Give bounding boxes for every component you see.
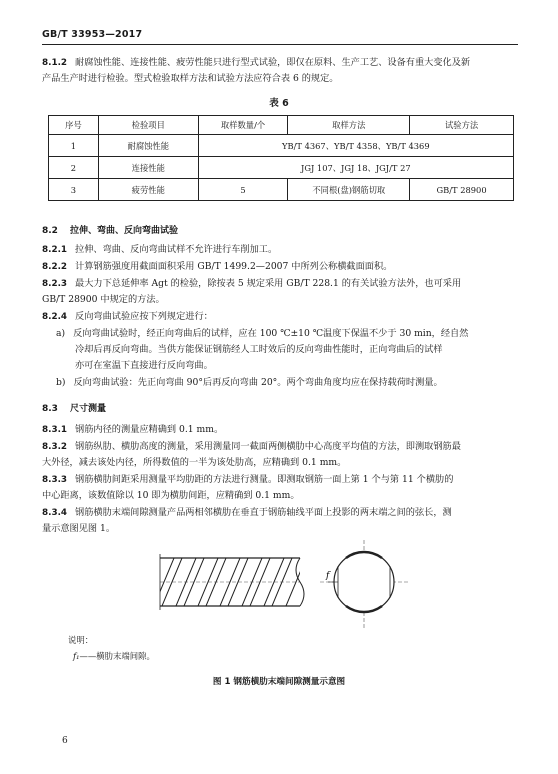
clause-number: 8.3.3 [42, 475, 68, 485]
col-header-no: 序号 [49, 116, 99, 135]
clause-text: 产品生产时进行检验。型式检验取样方法和试验方法应符合表 6 的规定。 [42, 73, 339, 84]
page-number: 6 [62, 736, 68, 746]
table-row [49, 179, 514, 201]
paragraph-8-3-3-cont [42, 488, 518, 504]
clause-number: 8.1.2 [42, 58, 68, 68]
clause-text: 钢筋纵肋、横肋高度的测量，采用测量同一截面两侧横肋中心高度平均值的方法，即测取钢筋最 [75, 441, 461, 452]
paragraph-8-2-1 [42, 242, 518, 258]
cell-merged-standards: YB/T 4367、YB/T 4358、YB/T 4369 [198, 135, 513, 157]
section-number: 8.3 [42, 404, 58, 414]
list-text: 冷却后再反向弯曲。当供方能保证钢筋经人工时效后的反向弯曲性能时，正向弯曲后的试样 [75, 344, 443, 355]
clause-text: 钢筋内径的测量应精确到 0.1 mm。 [75, 424, 224, 435]
figure-caption: 图 1 钢筋横肋末端间隙测量示意图 [212, 677, 346, 687]
paragraph-8-1-2 [42, 55, 518, 71]
cell-item: 连接性能 [98, 157, 198, 179]
table-row [49, 135, 514, 157]
figure-label-f: f [326, 571, 330, 581]
cell-no: 2 [49, 157, 99, 179]
col-header-test: 试验方法 [410, 116, 514, 135]
table-title: 表 6 [269, 98, 289, 109]
section-title: 拉伸、弯曲、反向弯曲试验 [69, 226, 178, 236]
section-number: 8.2 [42, 226, 58, 236]
cell-no: 3 [49, 179, 99, 201]
table-row [49, 157, 514, 179]
section-title: 尺寸测量 [69, 404, 106, 414]
paragraph-8-3-2 [42, 439, 518, 455]
clause-number: 8.2.4 [42, 312, 68, 322]
standard-code: GB/T 33953—2017 [42, 29, 143, 40]
rebar-cross-section [320, 540, 410, 628]
cell-item: 疲劳性能 [98, 179, 198, 201]
rebar-side-view [154, 554, 306, 610]
paragraph-8-2-2 [42, 259, 518, 275]
cell-no: 1 [49, 135, 99, 157]
paragraph-8-1-2-cont [42, 71, 518, 87]
figure-note-title: 说明： [68, 635, 94, 645]
clause-number: 8.3.1 [42, 425, 68, 435]
col-header-qty: 取样数量/个 [198, 116, 288, 135]
list-item-a-cont [75, 342, 518, 358]
clause-number: 8.2.3 [42, 279, 68, 289]
clause-text: 计算钢筋强度用截面面积采用 GB/T 1499.2—2007 中所列公称横截面面积。 [75, 261, 393, 272]
note-symbol: f₁ [73, 651, 80, 661]
col-header-method: 取样方法 [288, 116, 410, 135]
section-heading-8-3 [42, 401, 106, 414]
paragraph-8-3-4 [42, 505, 518, 521]
cell-method: 不同根(盘)钢筋切取 [288, 179, 410, 201]
header-rule [42, 44, 518, 45]
paragraph-8-3-2-cont [42, 455, 518, 471]
cell-qty: 5 [198, 179, 288, 201]
cell-merged-standards: JGJ 107、JGJ 18、JGJ/T 27 [198, 157, 513, 179]
cell-test: GB/T 28900 [410, 179, 514, 201]
note-text: ——横肋末端间隙。 [79, 651, 155, 661]
clause-number: 8.2.1 [42, 245, 68, 255]
clause-text: GB/T 28900 中规定的方法。 [42, 294, 165, 305]
clause-number: 8.3.4 [42, 508, 68, 518]
list-item-a [56, 326, 518, 342]
figure-rebar-diagram [142, 536, 420, 636]
list-item-a-cont2 [75, 358, 518, 374]
clause-text: 耐腐蚀性能、连接性能、疲劳性能只进行型式试验，即仅在原料、生产工艺、设备有重大变化及新 [75, 57, 471, 68]
clause-text: 最大力下总延伸率 Agt 的检验，除按表 5 规定采用 GB/T 228.1 的有关试验方法外，也可采用 [75, 278, 462, 289]
paragraph-8-2-3-cont [42, 292, 518, 308]
list-text: 反向弯曲试验时，经正向弯曲后的试样，应在 100 ℃±10 ℃温度下保温不少于 30 min，经自然 [73, 328, 469, 339]
table-6 [48, 115, 514, 201]
paragraph-8-2-4 [42, 309, 518, 325]
figure-note-line [73, 650, 155, 662]
clause-number: 8.2.2 [42, 262, 68, 272]
list-text: 反向弯曲试验：先正向弯曲 90°后再反向弯曲 20°。两个弯曲角度均应在保持载荷时测量。 [73, 377, 443, 388]
clause-text: 量示意图见图 1。 [42, 523, 116, 534]
clause-text: 钢筋横肋间距采用测量平均肋距的方法进行测量。即测取钢筋一面上第 1 个与第 11 个横肋的 [75, 474, 454, 485]
list-label: a) [56, 328, 66, 339]
paragraph-8-3-1 [42, 422, 518, 438]
table-header-row [49, 116, 514, 135]
paragraph-8-3-3 [42, 472, 518, 488]
clause-text: 反向弯曲试验应按下列规定进行： [75, 311, 213, 322]
clause-text: 中心距离，该数值除以 10 即为横肋间距，应精确到 0.1 mm。 [42, 490, 300, 501]
section-heading-8-2 [42, 223, 178, 236]
col-header-item: 检验项目 [98, 116, 198, 135]
clause-text: 拉伸、弯曲、反向弯曲试样不允许进行车削加工。 [75, 244, 278, 255]
paragraph-8-2-3 [42, 276, 518, 292]
clause-text: 大外径，减去该处内径，所得数值的一半为该处肋高，应精确到 0.1 mm。 [42, 457, 347, 468]
list-label: b) [56, 377, 66, 388]
list-item-b [56, 375, 518, 391]
list-text: 亦可在室温下直接进行反向弯曲。 [75, 360, 213, 371]
clause-number: 8.3.2 [42, 442, 68, 452]
cell-item: 耐腐蚀性能 [98, 135, 198, 157]
clause-text: 钢筋横肋末端间隙测量产品两相邻横肋在垂直于钢筋轴线平面上投影的两末端之间的弦长，测 [75, 507, 452, 518]
paragraph-8-3-4-cont [42, 521, 518, 537]
